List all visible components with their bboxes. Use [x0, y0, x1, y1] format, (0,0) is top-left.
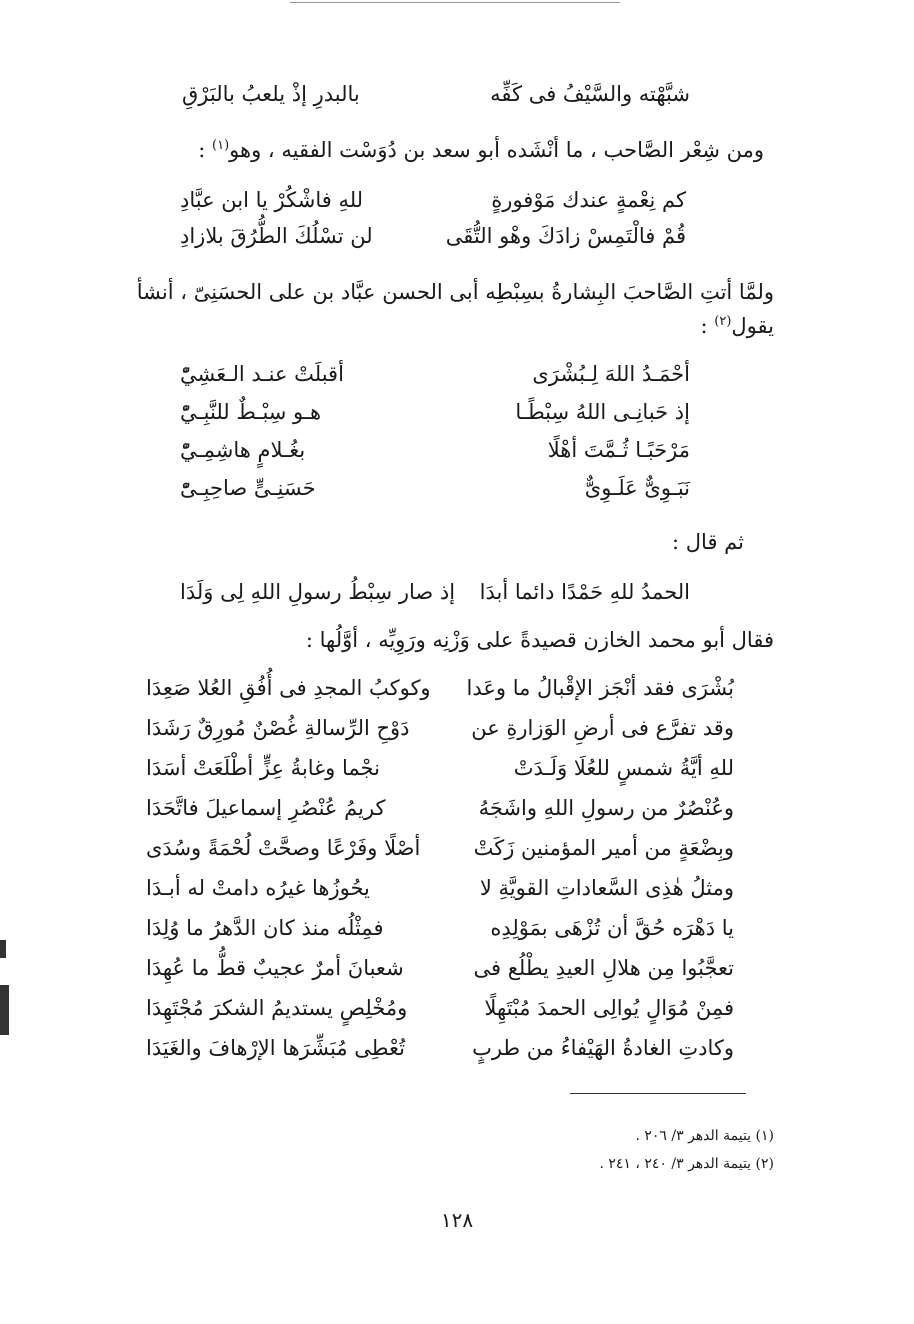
footnote-rule [570, 1093, 746, 1094]
verse-line [0, 716, 914, 752]
scan-artifact [0, 940, 6, 958]
verse-right-hemistich: تعجَّبُوا مِن هلالِ العيدِ يطْلُع فى [473, 956, 734, 980]
verse-right-hemistich: أحْمَـدُ اللهَ لِـبُشْرَى [532, 362, 690, 386]
footnote: (٢) يتيمة الدهر ٣/ ٢٤٠ ، ٢٤١ . [599, 1156, 774, 1172]
verse-left-hemistich: تُعْطِى مُبَشِّرَها الإرْهافَ والغَيَدَا [146, 1036, 406, 1060]
verse-left-hemistich: بغُـلامٍ هاشِمِـيّْ [180, 438, 306, 462]
verse-right-hemistich: كم نِعْمةٍ عندك مَوْفورةٍ [491, 188, 686, 212]
verse-right-hemistich: إذ حَبانِـى اللهُ سِبْطًـا [515, 400, 690, 424]
prose-text: ومن شِعْر الصَّاحب ، ما أنْشَده أبو سعد بن دُوَسْت الفقيه ، وهو [229, 138, 764, 162]
verse-right-hemistich: للهِ أيَّةُ شمسٍ للعُلَا وَلَـدَتْ [513, 756, 734, 780]
verse-right-hemistich: وعُنْصُرٌ من رسولِ اللهِ واشَجَهُ [478, 796, 734, 820]
verse-right-hemistich: بُشْرَى فقد أنْجَز الإقْبالُ ما وعَدا [466, 676, 734, 700]
verse-left-hemistich: أقبلَتْ عنـد الـعَشِيّْ [180, 362, 344, 386]
verse-left-hemistich: أصْلًا وفَرْعًا وصحَّتْ لُحْمَةً وسُدَى [146, 836, 421, 860]
verse-right-hemistich: وبِضْعَةٍ من أمير المؤمنين زَكَتْ [473, 836, 734, 860]
verse-right-hemistich: شبَّهْته والسَّيْفُ فى كَفِّه [490, 82, 690, 106]
verse-left-hemistich: وكوكبُ المجدِ فى أُفُقِ العُلا صَعِدَا [146, 676, 431, 700]
prose-line [672, 530, 744, 554]
verse-line [0, 188, 914, 224]
verse-left-hemistich: كريمُ عُنْصُرِ إسماعيلَ فاتَّحَدَا [146, 796, 386, 820]
verse-line [0, 876, 914, 912]
verse-left-hemistich: هـو سِبْـطٌ للنَّبِـيّْ [180, 400, 322, 424]
verse-right-hemistich: يا دَهْرَه حُقَّ أن تُزْهَى بمَوْلِدِه [490, 916, 734, 940]
verse-right-hemistich: مَرْحَبًـا ثُـمَّتَ أهْلًا [547, 438, 690, 462]
footnote-ref: (١) [212, 138, 230, 153]
prose-line [701, 314, 774, 338]
verse-line [0, 1036, 914, 1072]
prose-line [306, 628, 774, 652]
verse-left-hemistich: لن تسْلُكَ الطُّرُقَ بلازادِ [180, 224, 373, 248]
verse-line [0, 400, 914, 436]
verse-left-hemistich: حَسَنِـىٍّ صاحِبِـىّْ [180, 476, 316, 500]
verse-line [0, 82, 914, 118]
verse-line [0, 836, 914, 872]
verse-right-hemistich: قُمْ فالْتَمِسْ زادَكَ وهْو التُّقَى [445, 224, 686, 248]
verse-left-hemistich: ومُخْلِصٍ يستديمُ الشكرَ مُجْتَهِدَا [146, 996, 408, 1020]
verse-line [0, 916, 914, 952]
verse-line [0, 676, 914, 712]
verse-left-hemistich: يحُوزُها غيرُه دامتْ له أبـدَا [146, 876, 370, 900]
verse-line [0, 224, 914, 260]
footnote: (١) يتيمة الدهر ٣/ ٢٠٦ . [635, 1128, 774, 1144]
verse-left-hemistich: دَوْحِ الرِّسالةِ غُصْنٌ مُورِقٌ رَشَدَا [146, 716, 410, 740]
prose-text: ولمَّا أتتِ الصَّاحبَ البِشارةُ بسِبْطِه أبى الحسن عبَّاد بن على الحسَنِىّ ، أنشأ [136, 280, 774, 304]
verse-left-hemistich: للهِ فاشْكُرْ يا ابن عبَّادِ [180, 188, 364, 212]
verse-left-hemistich: فمِثْلُه منذ كان الدَّهرُ ما وُلِدَا [146, 916, 384, 940]
prose-line [137, 280, 774, 304]
verse-left-hemistich: إذ صار سِبْطُ رسولِ اللهِ لِى وَلَدَا [180, 580, 456, 604]
verse-line [0, 996, 914, 1032]
verse-line [0, 756, 914, 792]
verse-line [0, 956, 914, 992]
verse-right-hemistich: نَبَـوِىٌّ عَلَـوِىٌّ [584, 476, 690, 500]
verse-right-hemistich: وقد تفرَّع فى أرضِ الوَزارةِ عن [471, 716, 734, 740]
verse-right-hemistich: ومثلُ هٰذِى السَّعاداتِ القويَّةِ لا [479, 876, 734, 900]
prose-text: ثم قال : [672, 530, 744, 554]
prose-text: يقول [731, 314, 774, 338]
footnote-ref: (٢) [714, 314, 732, 329]
verse-right-hemistich: الحمدُ للهِ حَمْدًا دائما أبدَا [479, 580, 690, 604]
verse-left-hemistich: شعبانَ أمرٌ عجيبٌ قطُّ ما عُهِدَا [146, 956, 404, 980]
verse-left-hemistich: بالبدرِ إذْ يلعبُ بالبَرْقِ [182, 82, 360, 106]
scan-artifact [0, 985, 9, 1035]
verse-line [0, 580, 914, 616]
prose-text: : [198, 138, 213, 162]
prose-text: : [700, 314, 715, 338]
verse-right-hemistich: وكادتِ الغادةُ الهَيْفاءُ من طربٍ [472, 1036, 734, 1060]
prose-text: فقال أبو محمد الخازن قصيدةً على وَزْنِه ورَوِيِّه ، أوَّلُها : [305, 628, 774, 652]
prose-line [198, 138, 764, 162]
verse-line [0, 438, 914, 474]
verse-line [0, 476, 914, 512]
verse-line [0, 362, 914, 398]
verse-left-hemistich: نجْما وغابةُ عِزٍّ أطْلَعَتْ أسَدَا [146, 756, 380, 780]
page-number: ١٢٨ [440, 1208, 474, 1232]
top-rule [290, 2, 620, 3]
verse-line [0, 796, 914, 832]
verse-right-hemistich: فمِنْ مُوَالٍ يُوالِى الحمدَ مُبْتَهِلًا [484, 996, 734, 1020]
